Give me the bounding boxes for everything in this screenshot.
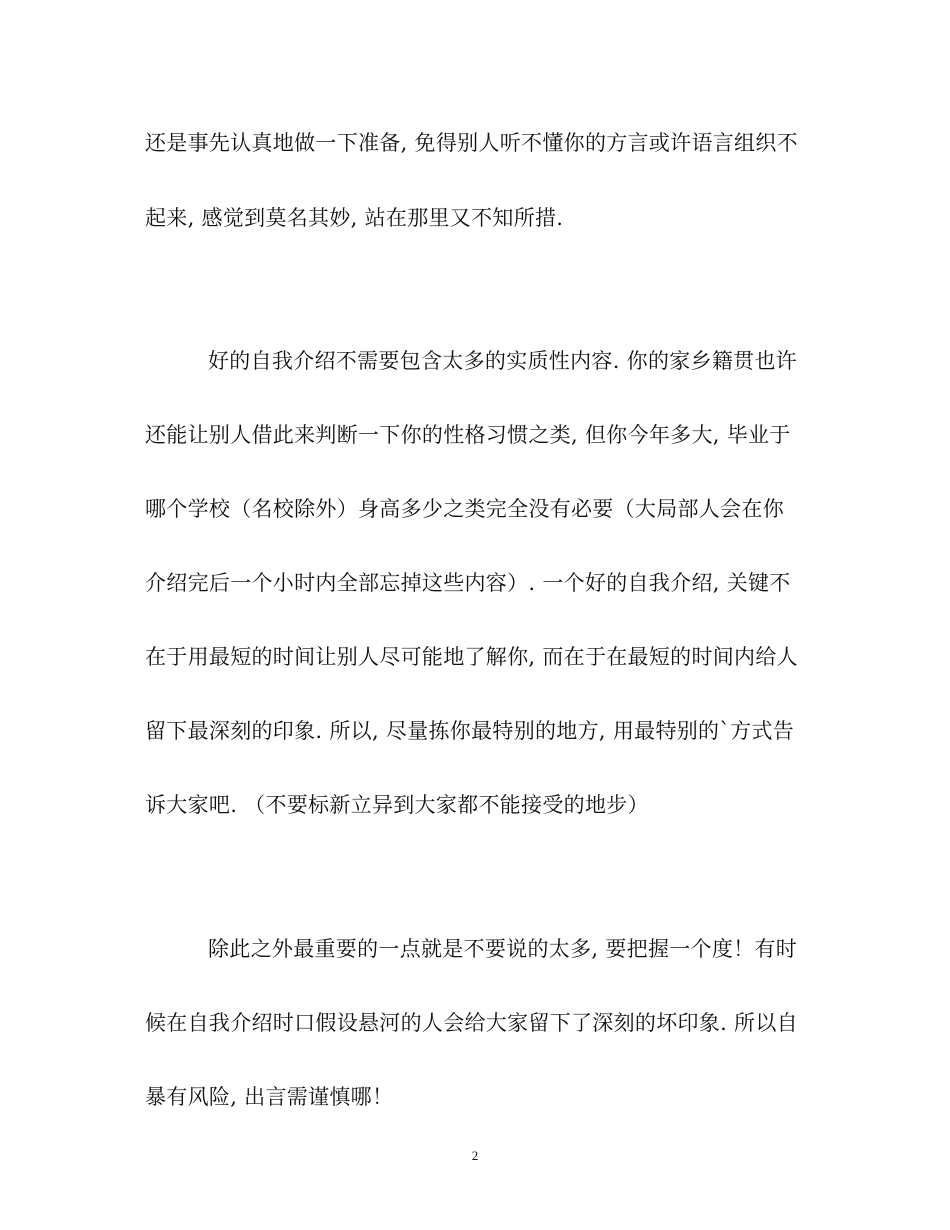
paragraph-2-line-6: 留下最深刻的印象. 所以, 尽量拣你最特别的地方, 用最特别的`方式告	[145, 719, 795, 743]
paragraph-3-line-1: 除此之外最重要的一点就是不要说的太多, 要把握一个度！有时	[208, 937, 798, 961]
paragraph-3-line-2: 候在自我介绍时口假设悬河的人会给大家留下了深刻的坏印象. 所以自	[145, 1011, 798, 1035]
page-number: 2	[471, 1148, 479, 1163]
paragraph-3-line-3: 暴有风险, 出言需谨慎哪！	[145, 1085, 394, 1109]
paragraph-1-line-1: 还是事先认真地做一下准备, 免得别人听不懂你的方言或许语言组织不	[145, 131, 798, 155]
paragraph-2-line-5: 在于用最短的时间让别人尽可能地了解你, 而在于在最短的时间内给人	[145, 645, 798, 669]
paragraph-1-line-2: 起来, 感觉到莫名其妙, 站在那里又不知所措.	[145, 206, 564, 230]
paragraph-2-line-2: 还能让别人借此来判断一下你的性格习惯之类, 但你今年多大, 毕业于	[145, 423, 791, 447]
paragraph-2-line-4: 介绍完后一个小时内全部忘掉这些内容）. 一个好的自我介绍, 关键不	[145, 571, 791, 595]
paragraph-2-line-7: 诉大家吧. （不要标新立异到大家都不能接受的地步）	[145, 793, 649, 817]
paragraph-2-line-3: 哪个学校（名校除外）身高多少之类完全没有必要（大局部人会在你	[145, 497, 784, 521]
paragraph-2-line-1: 好的自我介绍不需要包含太多的实质性内容. 你的家乡籍贯也许	[208, 349, 798, 373]
